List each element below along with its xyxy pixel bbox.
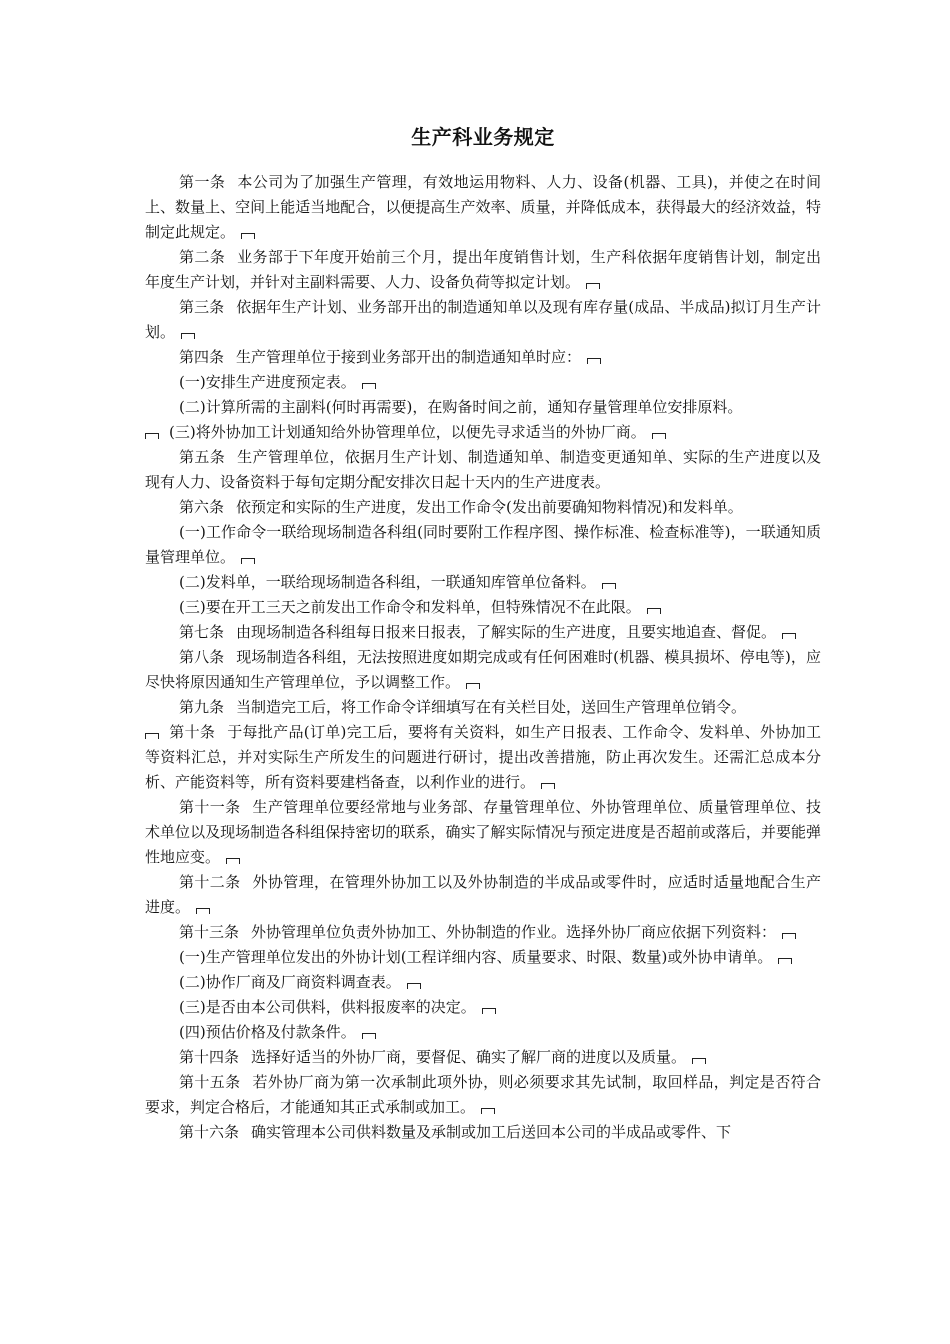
- sub-item-text: (二)协作厂商及厂商资料调查表。: [179, 973, 401, 991]
- article-15: [145, 1070, 821, 1120]
- article-16: [145, 1120, 821, 1145]
- sub-item: [145, 995, 821, 1020]
- sub-item-text: (一)生产管理单位发出的外协计划(工程详细内容、质量要求、时限、数量)或外协申请单。: [179, 948, 773, 966]
- article-text: 依据年生产计划、业务部开出的制造通知单以及现有库存量(成品、半成品)拟订月生产计划。: [145, 298, 821, 341]
- sub-item: [145, 520, 821, 570]
- paragraph-mark-icon: [602, 583, 616, 589]
- paragraph-mark-icon: [241, 233, 255, 239]
- paragraph-mark-icon: [778, 958, 792, 964]
- sub-item-text: (四)预估价格及付款条件。: [179, 1023, 356, 1041]
- article-13: [145, 920, 821, 945]
- article-text: 选择好适当的外协厂商，要督促、确实了解厂商的进度以及质量。: [251, 1048, 687, 1066]
- sub-item: [145, 570, 821, 595]
- sub-item: [145, 945, 821, 970]
- paragraph-mark-icon: [466, 683, 480, 689]
- paragraph-mark-icon: [145, 433, 159, 439]
- paragraph-mark-icon: [587, 358, 601, 364]
- article-number: 第七条: [179, 623, 225, 641]
- paragraph-mark-icon: [362, 1033, 376, 1039]
- paragraph-mark-icon: [586, 283, 600, 289]
- article-text: 确实管理本公司供料数量及承制或加工后送回本公司的半成品或零件、下: [251, 1123, 732, 1141]
- article-text: 依预定和实际的生产进度，发出工作命令(发出前要确知物料情况)和发料单。: [236, 498, 743, 516]
- article-text: 当制造完工后，将工作命令详细填写在有关栏目处，送回生产管理单位销令。: [236, 698, 747, 716]
- article-8: [145, 645, 821, 695]
- paragraph-mark-icon: [692, 1058, 706, 1064]
- article-number: 第十六条: [179, 1123, 240, 1141]
- article-3: [145, 295, 821, 345]
- paragraph-mark-icon: [196, 908, 210, 914]
- sub-item-text: (二)发料单，一联给现场制造各科组，一联通知库管单位备料。: [179, 573, 596, 591]
- article-12: [145, 870, 821, 920]
- sub-item: [145, 420, 821, 445]
- article-number: 第十五条: [179, 1073, 241, 1091]
- article-11: [145, 795, 821, 870]
- article-number: 第四条: [179, 348, 225, 366]
- sub-item: [145, 595, 821, 620]
- article-number: 第十二条: [179, 873, 241, 891]
- paragraph-mark-icon: [652, 433, 666, 439]
- article-number: 第十三条: [179, 923, 240, 941]
- article-text: 本公司为了加强生产管理，有效地运用物料、人力、设备(机器、工具)，并使之在时间上、数量上、空间上能适当地配合，以便提高生产效率、质量，并降低成本，获得最大的经济效益，特制定此规定。: [145, 173, 821, 241]
- paragraph-mark-icon: [181, 333, 195, 339]
- paragraph-mark-icon: [145, 733, 159, 739]
- article-text: 生产管理单位要经常地与业务部、存量管理单位、外协管理单位、质量管理单位、技术单位以及现场制造各科组保持密切的联系，确实了解实际情况与预定进度是否超前或落后，并要能弹性地应变。: [145, 798, 821, 866]
- article-number: 第二条: [179, 248, 226, 266]
- article-10: [145, 720, 821, 795]
- sub-item-text: (三)要在开工三天之前发出工作命令和发料单，但特殊情况不在此限。: [179, 598, 641, 616]
- article-text: 于每批产品(订单)完工后，要将有关资料，如生产日报表、工作命令、发料单、外协加工等资料汇总，并对实际生产所发生的问题进行研讨，提出改善措施，防止再次发生。还需汇总成本分析、产能资料等，所有资料要建档备查，以利作业的进行。: [145, 723, 821, 791]
- article-number: 第十一条: [179, 798, 241, 816]
- article-5: [145, 445, 821, 495]
- article-text: 业务部于下年度开始前三个月，提出年度销售计划，生产科依据年度销售计划，制定出年度生产计划，并针对主副料需要、人力、设备负荷等拟定计划。: [145, 248, 821, 291]
- document-page: [145, 124, 821, 1145]
- article-number: 第六条: [179, 498, 225, 516]
- article-number: 第五条: [179, 448, 226, 466]
- sub-item-text: (二)计算所需的主副料(何时再需要)，在购备时间之前，通知存量管理单位安排原料。: [179, 398, 743, 416]
- sub-item-text: (三)是否由本公司供料，供料报废率的决定。: [179, 998, 476, 1016]
- paragraph-mark-icon: [647, 608, 661, 614]
- paragraph-mark-icon: [407, 983, 421, 989]
- article-7: [145, 620, 821, 645]
- paragraph-mark-icon: [782, 633, 796, 639]
- paragraph-mark-icon: [782, 933, 796, 939]
- sub-item: [145, 370, 821, 395]
- article-text: 生产管理单位，依据月生产计划、制造通知单、制造变更通知单、实际的生产进度以及现有人力、设备资料于每旬定期分配安排次日起十天内的生产进度表。: [145, 448, 821, 491]
- article-text: 外协管理单位负责外协加工、外协制造的作业。选择外协厂商应依据下列资料：: [251, 923, 777, 941]
- article-text: 若外协厂商为第一次承制此项外协，则必须要求其先试制，取回样品，判定是否符合要求，判定合格后，才能通知其正式承制或加工。: [145, 1073, 821, 1116]
- article-text: 生产管理单位于接到业务部开出的制造通知单时应：: [236, 348, 582, 366]
- article-text: 由现场制造各科组每日报来日报表，了解实际的生产进度，且要实地追查、督促。: [236, 623, 777, 641]
- sub-item-text: (三)将外协加工计划通知给外协管理单位，以便先寻求适当的外协厂商。: [169, 423, 646, 441]
- paragraph-mark-icon: [241, 558, 255, 564]
- article-14: [145, 1045, 821, 1070]
- article-number: 第三条: [179, 298, 225, 316]
- sub-item: [145, 395, 821, 420]
- article-number: 第九条: [179, 698, 225, 716]
- sub-item-text: (一)工作命令一联给现场制造各科组(同时要附工作程序图、操作标准、检查标准等)，一联通知质量管理单位。: [145, 523, 821, 566]
- paragraph-mark-icon: [226, 858, 240, 864]
- paragraph-mark-icon: [481, 1108, 495, 1114]
- document-title: 生产科业务规定: [411, 125, 555, 149]
- article-text: 外协管理，在管理外协加工以及外协制造的半成品或零件时，应适时适量地配合生产进度。: [145, 873, 821, 916]
- article-9: [145, 695, 821, 720]
- article-2: [145, 245, 821, 295]
- article-number: 第十条: [169, 723, 216, 741]
- article-4: [145, 345, 821, 370]
- sub-item: [145, 970, 821, 995]
- article-6: [145, 495, 821, 520]
- article-text: 现场制造各科组，无法按照进度如期完成或有任何困难时(机器、模具损坏、停电等)，应尽快将原因通知生产管理单位，予以调整工作。: [145, 648, 821, 691]
- sub-item: [145, 1020, 821, 1045]
- article-number: 第一条: [179, 173, 226, 191]
- article-number: 第十四条: [179, 1048, 240, 1066]
- paragraph-mark-icon: [362, 383, 376, 389]
- paragraph-mark-icon: [482, 1008, 496, 1014]
- paragraph-mark-icon: [541, 783, 555, 789]
- article-1: [145, 170, 821, 245]
- sub-item-text: (一)安排生产进度预定表。: [179, 373, 356, 391]
- article-number: 第八条: [179, 648, 225, 666]
